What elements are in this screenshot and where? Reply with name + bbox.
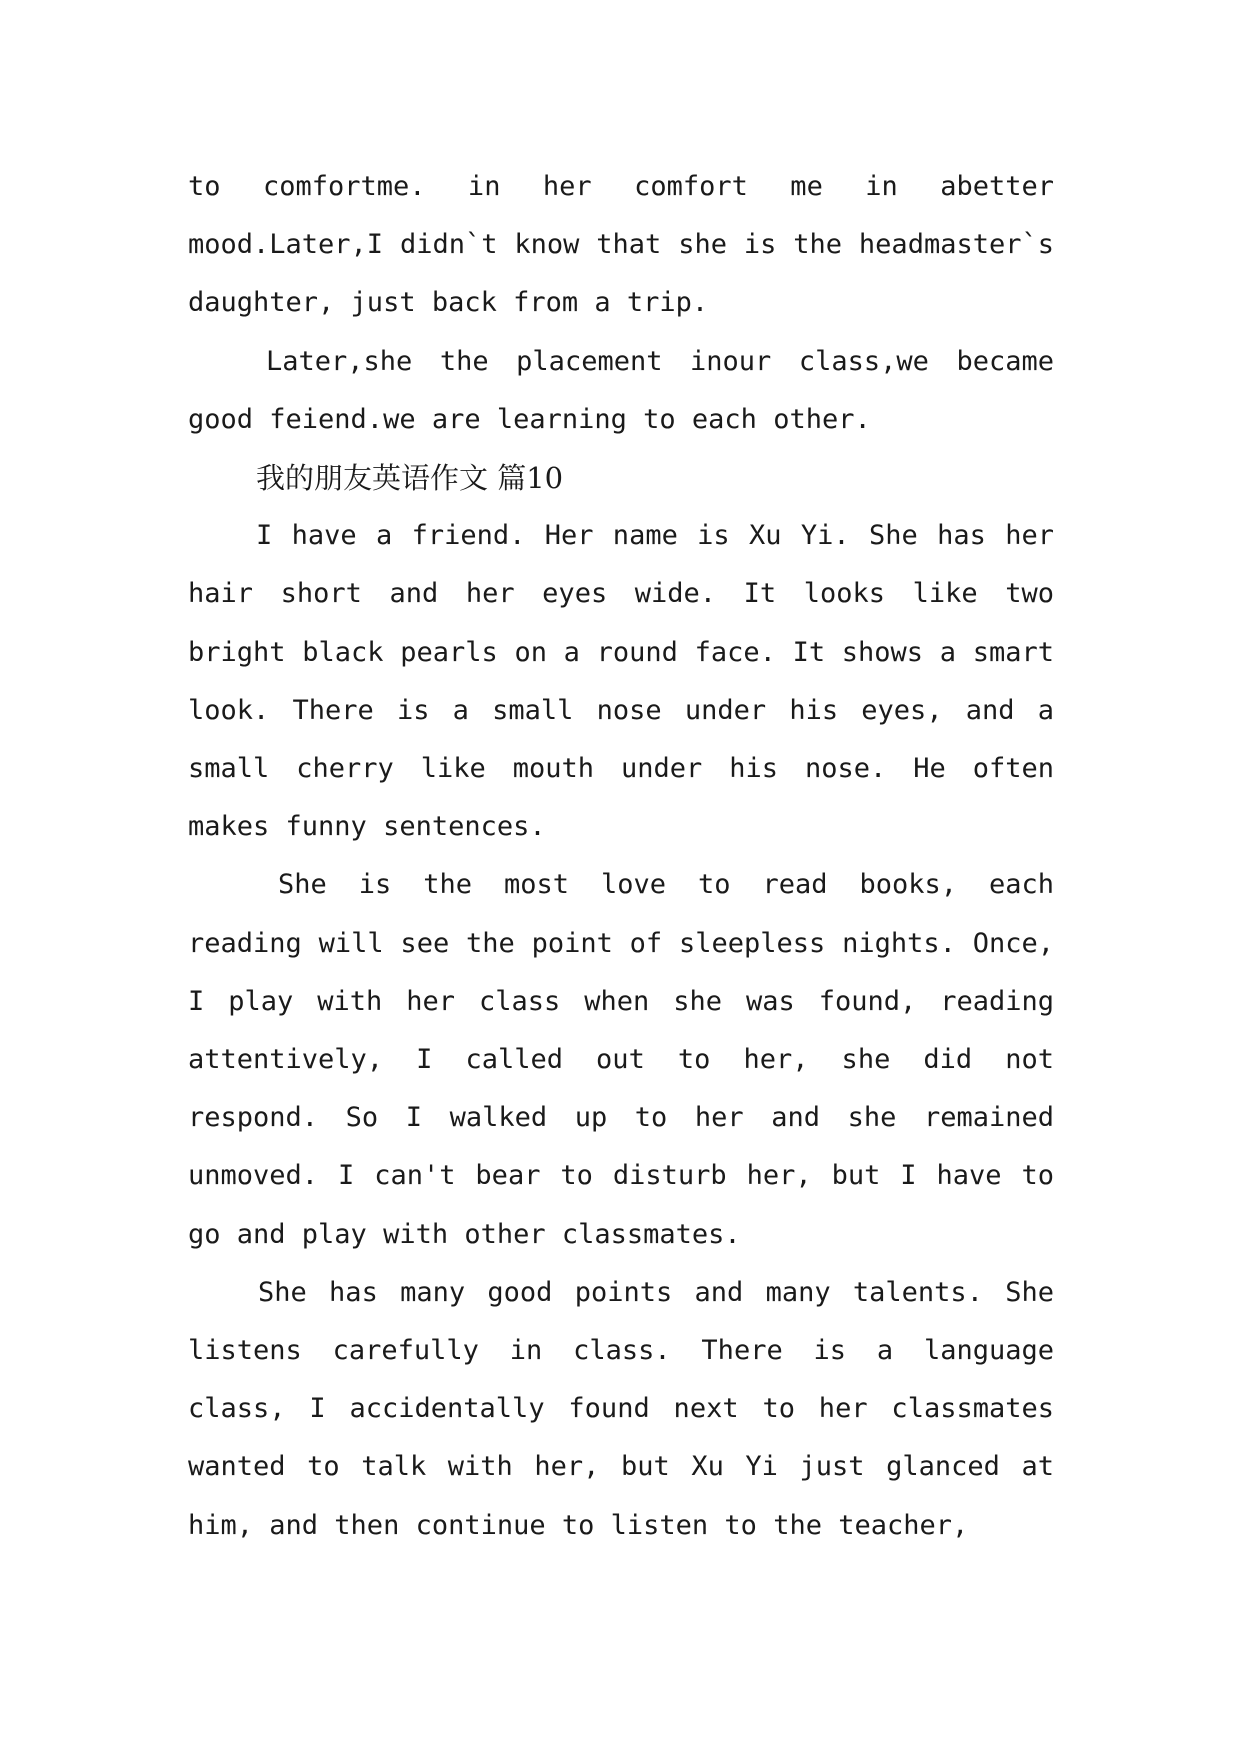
- essay-heading: 我的朋友英语作文 篇10: [256, 461, 564, 496]
- paragraph-talents: She has many good points and many talents. She listens carefully in class. There is a language class, I accidentally found next to her classmates wanted to talk with her, but Xu Yi just glanced at him, and then continue to listen to the teacher,: [188, 1276, 1054, 1541]
- paragraph-friend-description: I have a friend. Her name is Xu Yi. She has her hair short and her eyes wide. It looks like two bright black pearls on a round face. It shows a smart look. There is a small nose under his eyes, and a small cherry like mouth under his nose. He often makes funny sentences.: [188, 520, 1054, 843]
- paragraph-comfort: to comfortme. in her comfort me in abetter mood.Later,I didn`t know that she is the headmaster`s daughter, just back from a trip.: [188, 171, 1054, 319]
- paragraph-placement: Later,she the placement inour class,we became good feiend.we are learning to each other.: [188, 345, 1054, 435]
- document-body: [188, 158, 1054, 1555]
- paragraph-reading: She is the most love to read books, each reading will see the point of sleepless nights. Once, I play with her class when she was found, reading attentively, I called out to her, she did not respond. So I walked up to her and she remained unmoved. I can't bear to disturb her, but I have to go and play with other classmates.: [188, 869, 1054, 1250]
